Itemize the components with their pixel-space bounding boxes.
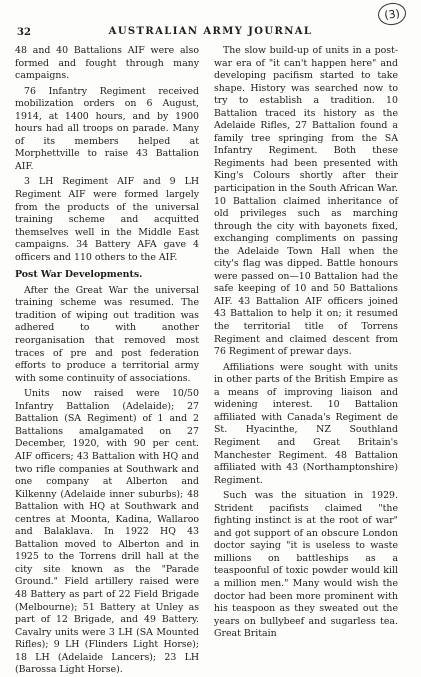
left-paragraph-1: 48 and 40 Battalions AIF were also formed and fought through many campaigns. (15, 45, 199, 82)
page-number: 32 (17, 27, 31, 38)
left-paragraph-5: Units now raised were 10/50 Infantry Battalion (Adelaide); 27 Battalion (SA Regiment) of 1 and 2 Battalions amalgamated on 27 December, 1920, with 90 per cent. AIF officers; 43 Battalion with HQ and two rifle companies at Southwark and one company at Alberton and Kilkenny (Adelaide inner suburbs); 48 Battalion with HQ at Southwark and centres at Moonta, Kadina, Wallaroo and Balaklava. In 1922 HQ 43 Battalion moved to Alberton and in 1925 to the Torrens drill hall at the city site known as the "Parade Ground." Field artillery raised were 48 Battery as part of 22 Field Brigade (Melbourne); 51 Battery at Unley as part of 12 Brigade, and 49 Battery. Cavalry units were 3 LH (SA Mounted Rifles); 9 LH (Flinders Light Horse); 18 LH (Adelaide Lancers); 23 LH (Barossa Light Horse). (15, 388, 199, 676)
handwritten-page-mark: (3) (377, 1, 408, 27)
left-column (15, 45, 199, 677)
right-paragraph-1: The slow build-up of units in a post-war era of "it can't happen here" and developing pacifism started to take shape. History was searched now to try to establish a tradition. 10 Battalion traced its history as the Adelaide Rifles, 27 Battalion found a family tree springing from the SA Infantry Regiment. Both these Regiments had been presented with King's Colours shortly after their participation in the South African War. 10 Battalion claimed inheritance of old privileges such as marching through the city with bayonets fixed, exchanging compliments on passing the Adelaide Town Hall when the city's flag was dipped. Battle honours were passed on—10 Battalion had the safe keeping of 10 and 50 Battalions AIF. 43 Battalion AIF officers joined 43 Battalion to help it on; it resumed the territorial title of Torrens Regiment and claimed descent from 76 Regiment of prewar days. (214, 45, 398, 358)
left-paragraph-3: 3 LH Regiment AIF and 9 LH Regiment AIF were formed largely from the products of the universal training scheme and acquitted themselves well in the Middle East campaigns. 34 Battery AFA gave 4 officers and 110 others to the AIF. (15, 176, 199, 263)
right-paragraph-2: Affiliations were sought with units in other parts of the British Empire as a means of improving liaison and widening interest. 10 Battalion affiliated with Canada's Regiment de St. Hyacinthe, NZ Southland Regiment and Great Britain's Manchester Regiment. 48 Battalion affiliated with 43 (Northamptonshire) Regiment. (214, 361, 398, 486)
right-column (214, 45, 398, 641)
section-heading: Post War Developments. (15, 269, 143, 281)
left-paragraph-2: 76 Infantry Regiment received mobilization orders on 6 August, 1914, at 1400 hours, and by 1900 hours had all troops on parade. Many of its members helped at Morphettville to raise 43 Battalion AIF. (15, 85, 199, 172)
right-paragraph-3: Such was the situation in 1929. Strident pacifists claimed "the fighting instinct is at the root of war" and got support of an obscure London doctor saying "it is useless to waste millions on battleships as a teaspoonful of toxic powder would kill a million men." Many would wish the doctor had been more prominent with his teaspoon as they sweated out the years on bullybeef and sugarless tea. Great Britain (214, 490, 398, 640)
running-header: AUSTRALIAN ARMY JOURNAL (108, 26, 313, 37)
left-paragraph-4: After the Great War the universal training scheme was resumed. The tradition of wiping out tradition was adhered to with another reorganisation that removed most traces of pre and post federation efforts to produce a territorial army with some continuity of associations. (15, 284, 199, 384)
